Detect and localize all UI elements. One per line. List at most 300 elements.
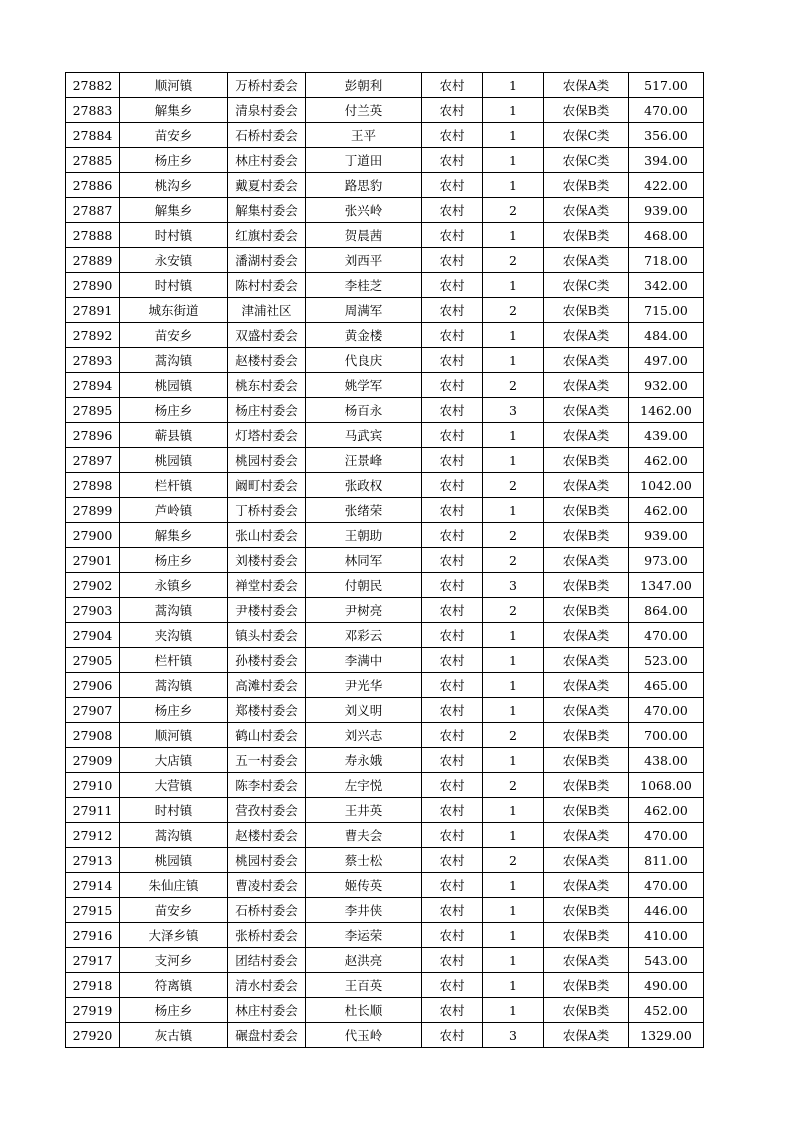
- cell-insurance-category: 农保B类: [544, 573, 629, 598]
- cell-village-committee: 镇头村委会: [228, 623, 306, 648]
- cell-insurance-category: 农保A类: [544, 673, 629, 698]
- cell-village-committee: 刘楼村委会: [228, 548, 306, 573]
- cell-record-id: 27920: [66, 1023, 120, 1048]
- cell-village-committee: 戴夏村委会: [228, 173, 306, 198]
- cell-household-size: 2: [483, 473, 544, 498]
- cell-area-type: 农村: [422, 573, 483, 598]
- cell-household-size: 2: [483, 848, 544, 873]
- cell-insurance-category: 农保A类: [544, 473, 629, 498]
- cell-township: 时村镇: [120, 273, 228, 298]
- cell-area-type: 农村: [422, 523, 483, 548]
- table-row: [66, 148, 704, 173]
- cell-household-size: 1: [483, 898, 544, 923]
- table-row: [66, 673, 704, 698]
- cell-resident-name: 杨百永: [306, 398, 422, 423]
- cell-record-id: 27906: [66, 673, 120, 698]
- cell-village-committee: 高滩村委会: [228, 673, 306, 698]
- cell-record-id: 27916: [66, 923, 120, 948]
- cell-resident-name: 丁道田: [306, 148, 422, 173]
- cell-village-committee: 林庄村委会: [228, 148, 306, 173]
- cell-amount: 932.00: [629, 373, 704, 398]
- cell-township: 杨庄乡: [120, 698, 228, 723]
- table-row: [66, 723, 704, 748]
- table-row: [66, 523, 704, 548]
- table-row: [66, 323, 704, 348]
- cell-household-size: 1: [483, 623, 544, 648]
- cell-resident-name: 蔡士松: [306, 848, 422, 873]
- cell-amount: 452.00: [629, 998, 704, 1023]
- cell-township: 灰古镇: [120, 1023, 228, 1048]
- cell-township: 杨庄乡: [120, 398, 228, 423]
- table-row: [66, 948, 704, 973]
- cell-household-size: 2: [483, 198, 544, 223]
- cell-resident-name: 贺晨茜: [306, 223, 422, 248]
- cell-household-size: 1: [483, 748, 544, 773]
- cell-record-id: 27898: [66, 473, 120, 498]
- cell-record-id: 27885: [66, 148, 120, 173]
- cell-record-id: 27883: [66, 98, 120, 123]
- cell-insurance-category: 农保A类: [544, 848, 629, 873]
- cell-area-type: 农村: [422, 423, 483, 448]
- cell-resident-name: 路思豹: [306, 173, 422, 198]
- table-row: [66, 798, 704, 823]
- cell-township: 城东街道: [120, 298, 228, 323]
- cell-household-size: 1: [483, 648, 544, 673]
- cell-village-committee: 禅堂村委会: [228, 573, 306, 598]
- cell-area-type: 农村: [422, 848, 483, 873]
- cell-village-committee: 丁桥村委会: [228, 498, 306, 523]
- cell-area-type: 农村: [422, 348, 483, 373]
- cell-insurance-category: 农保B类: [544, 798, 629, 823]
- cell-area-type: 农村: [422, 698, 483, 723]
- cell-resident-name: 王朝助: [306, 523, 422, 548]
- cell-record-id: 27892: [66, 323, 120, 348]
- cell-village-committee: 五一村委会: [228, 748, 306, 773]
- cell-record-id: 27889: [66, 248, 120, 273]
- cell-amount: 1068.00: [629, 773, 704, 798]
- cell-village-committee: 石桥村委会: [228, 898, 306, 923]
- cell-village-committee: 团结村委会: [228, 948, 306, 973]
- cell-township: 苗安乡: [120, 898, 228, 923]
- cell-household-size: 1: [483, 973, 544, 998]
- cell-amount: 497.00: [629, 348, 704, 373]
- cell-record-id: 27891: [66, 298, 120, 323]
- cell-household-size: 3: [483, 398, 544, 423]
- cell-area-type: 农村: [422, 323, 483, 348]
- cell-area-type: 农村: [422, 823, 483, 848]
- cell-area-type: 农村: [422, 1023, 483, 1048]
- cell-record-id: 27919: [66, 998, 120, 1023]
- cell-township: 桃园镇: [120, 448, 228, 473]
- cell-area-type: 农村: [422, 748, 483, 773]
- table-row: [66, 423, 704, 448]
- cell-record-id: 27895: [66, 398, 120, 423]
- table-row: [66, 273, 704, 298]
- cell-township: 蒿沟镇: [120, 823, 228, 848]
- cell-area-type: 农村: [422, 548, 483, 573]
- cell-household-size: 2: [483, 298, 544, 323]
- table-row: [66, 823, 704, 848]
- cell-amount: 490.00: [629, 973, 704, 998]
- cell-insurance-category: 农保A类: [544, 948, 629, 973]
- table-row: [66, 998, 704, 1023]
- cell-village-committee: 清水村委会: [228, 973, 306, 998]
- cell-township: 桃园镇: [120, 373, 228, 398]
- table-row: [66, 173, 704, 198]
- cell-resident-name: 付朝民: [306, 573, 422, 598]
- cell-amount: 543.00: [629, 948, 704, 973]
- table-row: [66, 398, 704, 423]
- cell-amount: 470.00: [629, 623, 704, 648]
- cell-village-committee: 碾盘村委会: [228, 1023, 306, 1048]
- benefit-table: [65, 72, 704, 1048]
- cell-township: 解集乡: [120, 198, 228, 223]
- cell-area-type: 农村: [422, 998, 483, 1023]
- cell-resident-name: 左宇悦: [306, 773, 422, 798]
- cell-area-type: 农村: [422, 448, 483, 473]
- cell-resident-name: 王井英: [306, 798, 422, 823]
- cell-amount: 439.00: [629, 423, 704, 448]
- cell-record-id: 27901: [66, 548, 120, 573]
- cell-insurance-category: 农保A类: [544, 1023, 629, 1048]
- cell-insurance-category: 农保B类: [544, 173, 629, 198]
- cell-township: 杨庄乡: [120, 148, 228, 173]
- cell-resident-name: 汪景峰: [306, 448, 422, 473]
- table-row: [66, 598, 704, 623]
- cell-amount: 700.00: [629, 723, 704, 748]
- cell-record-id: 27897: [66, 448, 120, 473]
- cell-insurance-category: 农保A类: [544, 73, 629, 98]
- cell-household-size: 1: [483, 273, 544, 298]
- table-row: [66, 223, 704, 248]
- cell-amount: 939.00: [629, 198, 704, 223]
- cell-record-id: 27915: [66, 898, 120, 923]
- cell-village-committee: 清泉村委会: [228, 98, 306, 123]
- cell-area-type: 农村: [422, 798, 483, 823]
- cell-household-size: 1: [483, 873, 544, 898]
- cell-record-id: 27912: [66, 823, 120, 848]
- cell-village-committee: 孙楼村委会: [228, 648, 306, 673]
- cell-resident-name: 赵洪亮: [306, 948, 422, 973]
- cell-insurance-category: 农保B类: [544, 523, 629, 548]
- cell-amount: 446.00: [629, 898, 704, 923]
- table-body: [66, 73, 704, 1048]
- cell-household-size: 2: [483, 373, 544, 398]
- cell-amount: 438.00: [629, 748, 704, 773]
- table-row: [66, 648, 704, 673]
- table-row: [66, 698, 704, 723]
- cell-record-id: 27917: [66, 948, 120, 973]
- cell-township: 大店镇: [120, 748, 228, 773]
- cell-area-type: 农村: [422, 948, 483, 973]
- cell-insurance-category: 农保A类: [544, 623, 629, 648]
- cell-area-type: 农村: [422, 198, 483, 223]
- cell-area-type: 农村: [422, 98, 483, 123]
- cell-area-type: 农村: [422, 598, 483, 623]
- cell-amount: 394.00: [629, 148, 704, 173]
- table-row: [66, 748, 704, 773]
- cell-township: 朱仙庄镇: [120, 873, 228, 898]
- cell-resident-name: 杜长顺: [306, 998, 422, 1023]
- cell-village-committee: 解集村委会: [228, 198, 306, 223]
- cell-amount: 356.00: [629, 123, 704, 148]
- cell-household-size: 1: [483, 798, 544, 823]
- cell-area-type: 农村: [422, 773, 483, 798]
- cell-amount: 465.00: [629, 673, 704, 698]
- cell-township: 栏杆镇: [120, 473, 228, 498]
- cell-insurance-category: 农保B类: [544, 498, 629, 523]
- cell-insurance-category: 农保B类: [544, 223, 629, 248]
- cell-area-type: 农村: [422, 373, 483, 398]
- cell-township: 永安镇: [120, 248, 228, 273]
- cell-record-id: 27886: [66, 173, 120, 198]
- cell-amount: 1347.00: [629, 573, 704, 598]
- cell-resident-name: 姬传英: [306, 873, 422, 898]
- table-row: [66, 73, 704, 98]
- cell-area-type: 农村: [422, 398, 483, 423]
- cell-record-id: 27918: [66, 973, 120, 998]
- cell-household-size: 3: [483, 573, 544, 598]
- cell-amount: 523.00: [629, 648, 704, 673]
- cell-resident-name: 姚学军: [306, 373, 422, 398]
- cell-township: 苗安乡: [120, 323, 228, 348]
- cell-amount: 864.00: [629, 598, 704, 623]
- cell-record-id: 27904: [66, 623, 120, 648]
- cell-resident-name: 王百英: [306, 973, 422, 998]
- cell-insurance-category: 农保A类: [544, 548, 629, 573]
- cell-township: 永镇乡: [120, 573, 228, 598]
- cell-resident-name: 代良庆: [306, 348, 422, 373]
- cell-area-type: 农村: [422, 123, 483, 148]
- cell-amount: 462.00: [629, 448, 704, 473]
- cell-village-committee: 潘湖村委会: [228, 248, 306, 273]
- cell-resident-name: 黄金楼: [306, 323, 422, 348]
- table-row: [66, 773, 704, 798]
- cell-amount: 1042.00: [629, 473, 704, 498]
- cell-village-committee: 石桥村委会: [228, 123, 306, 148]
- cell-record-id: 27903: [66, 598, 120, 623]
- cell-amount: 468.00: [629, 223, 704, 248]
- cell-resident-name: 尹树亮: [306, 598, 422, 623]
- cell-insurance-category: 农保C类: [544, 123, 629, 148]
- cell-household-size: 1: [483, 73, 544, 98]
- cell-resident-name: 邓彩云: [306, 623, 422, 648]
- cell-township: 杨庄乡: [120, 548, 228, 573]
- table-row: [66, 373, 704, 398]
- cell-resident-name: 张政权: [306, 473, 422, 498]
- cell-township: 栏杆镇: [120, 648, 228, 673]
- cell-resident-name: 李满中: [306, 648, 422, 673]
- cell-area-type: 农村: [422, 173, 483, 198]
- cell-village-committee: 林庄村委会: [228, 998, 306, 1023]
- cell-household-size: 1: [483, 448, 544, 473]
- cell-record-id: 27894: [66, 373, 120, 398]
- cell-township: 桃园镇: [120, 848, 228, 873]
- cell-area-type: 农村: [422, 223, 483, 248]
- cell-record-id: 27913: [66, 848, 120, 873]
- cell-insurance-category: 农保B类: [544, 773, 629, 798]
- cell-village-committee: 赵楼村委会: [228, 823, 306, 848]
- cell-record-id: 27882: [66, 73, 120, 98]
- table-row: [66, 448, 704, 473]
- cell-insurance-category: 农保C类: [544, 273, 629, 298]
- table-row: [66, 898, 704, 923]
- cell-household-size: 1: [483, 823, 544, 848]
- cell-household-size: 1: [483, 323, 544, 348]
- cell-area-type: 农村: [422, 873, 483, 898]
- cell-village-committee: 双盛村委会: [228, 323, 306, 348]
- cell-amount: 973.00: [629, 548, 704, 573]
- cell-insurance-category: 农保B类: [544, 723, 629, 748]
- table-row: [66, 123, 704, 148]
- cell-amount: 715.00: [629, 298, 704, 323]
- cell-household-size: 1: [483, 173, 544, 198]
- cell-insurance-category: 农保A类: [544, 198, 629, 223]
- cell-amount: 470.00: [629, 698, 704, 723]
- cell-record-id: 27911: [66, 798, 120, 823]
- cell-amount: 939.00: [629, 523, 704, 548]
- cell-household-size: 2: [483, 523, 544, 548]
- cell-township: 符离镇: [120, 973, 228, 998]
- cell-record-id: 27888: [66, 223, 120, 248]
- cell-record-id: 27896: [66, 423, 120, 448]
- cell-household-size: 1: [483, 348, 544, 373]
- cell-area-type: 农村: [422, 473, 483, 498]
- cell-record-id: 27887: [66, 198, 120, 223]
- cell-village-committee: 赵楼村委会: [228, 348, 306, 373]
- cell-insurance-category: 农保B类: [544, 898, 629, 923]
- table-row: [66, 973, 704, 998]
- table-row: [66, 873, 704, 898]
- cell-household-size: 1: [483, 498, 544, 523]
- cell-township: 芦岭镇: [120, 498, 228, 523]
- cell-household-size: 1: [483, 698, 544, 723]
- cell-record-id: 27902: [66, 573, 120, 598]
- cell-area-type: 农村: [422, 923, 483, 948]
- cell-resident-name: 王平: [306, 123, 422, 148]
- cell-insurance-category: 农保A类: [544, 323, 629, 348]
- cell-village-committee: 陈村村委会: [228, 273, 306, 298]
- cell-area-type: 农村: [422, 973, 483, 998]
- cell-village-committee: 郑楼村委会: [228, 698, 306, 723]
- cell-area-type: 农村: [422, 273, 483, 298]
- cell-amount: 1329.00: [629, 1023, 704, 1048]
- cell-resident-name: 代玉岭: [306, 1023, 422, 1048]
- cell-village-committee: 张山村委会: [228, 523, 306, 548]
- cell-household-size: 2: [483, 723, 544, 748]
- cell-insurance-category: 农保B类: [544, 923, 629, 948]
- cell-insurance-category: 农保A类: [544, 873, 629, 898]
- cell-household-size: 2: [483, 773, 544, 798]
- cell-village-committee: 阚町村委会: [228, 473, 306, 498]
- table-row: [66, 248, 704, 273]
- cell-resident-name: 刘兴志: [306, 723, 422, 748]
- cell-household-size: 1: [483, 223, 544, 248]
- cell-area-type: 农村: [422, 498, 483, 523]
- cell-village-committee: 张桥村委会: [228, 923, 306, 948]
- table-row: [66, 348, 704, 373]
- cell-township: 大营镇: [120, 773, 228, 798]
- cell-household-size: 1: [483, 998, 544, 1023]
- cell-insurance-category: 农保A类: [544, 423, 629, 448]
- table-row: [66, 198, 704, 223]
- table-row: [66, 548, 704, 573]
- table-row: [66, 298, 704, 323]
- cell-village-committee: 曹凌村委会: [228, 873, 306, 898]
- cell-resident-name: 周满军: [306, 298, 422, 323]
- cell-insurance-category: 农保B类: [544, 98, 629, 123]
- cell-insurance-category: 农保A类: [544, 348, 629, 373]
- cell-village-committee: 桃东村委会: [228, 373, 306, 398]
- cell-amount: 517.00: [629, 73, 704, 98]
- cell-township: 苗安乡: [120, 123, 228, 148]
- cell-amount: 718.00: [629, 248, 704, 273]
- cell-area-type: 农村: [422, 673, 483, 698]
- cell-area-type: 农村: [422, 898, 483, 923]
- cell-resident-name: 寿永娥: [306, 748, 422, 773]
- cell-township: 大泽乡镇: [120, 923, 228, 948]
- table-row: [66, 473, 704, 498]
- cell-township: 蒿沟镇: [120, 673, 228, 698]
- cell-record-id: 27905: [66, 648, 120, 673]
- table-row: [66, 498, 704, 523]
- cell-township: 时村镇: [120, 798, 228, 823]
- cell-village-committee: 津浦社区: [228, 298, 306, 323]
- cell-resident-name: 付兰英: [306, 98, 422, 123]
- cell-village-committee: 营孜村委会: [228, 798, 306, 823]
- cell-record-id: 27893: [66, 348, 120, 373]
- cell-township: 解集乡: [120, 523, 228, 548]
- cell-area-type: 农村: [422, 648, 483, 673]
- cell-record-id: 27890: [66, 273, 120, 298]
- cell-insurance-category: 农保B类: [544, 973, 629, 998]
- cell-resident-name: 彭朝利: [306, 73, 422, 98]
- cell-village-committee: 尹楼村委会: [228, 598, 306, 623]
- cell-insurance-category: 农保B类: [544, 298, 629, 323]
- cell-township: 夹沟镇: [120, 623, 228, 648]
- cell-household-size: 2: [483, 248, 544, 273]
- table-row: [66, 923, 704, 948]
- cell-insurance-category: 农保A类: [544, 373, 629, 398]
- cell-insurance-category: 农保B类: [544, 598, 629, 623]
- cell-village-committee: 桃园村委会: [228, 848, 306, 873]
- cell-insurance-category: 农保B类: [544, 998, 629, 1023]
- cell-amount: 462.00: [629, 498, 704, 523]
- cell-amount: 811.00: [629, 848, 704, 873]
- cell-area-type: 农村: [422, 248, 483, 273]
- cell-amount: 484.00: [629, 323, 704, 348]
- cell-household-size: 2: [483, 548, 544, 573]
- cell-amount: 470.00: [629, 98, 704, 123]
- cell-amount: 422.00: [629, 173, 704, 198]
- cell-township: 蕲县镇: [120, 423, 228, 448]
- cell-record-id: 27900: [66, 523, 120, 548]
- cell-insurance-category: 农保A类: [544, 248, 629, 273]
- cell-village-committee: 桃园村委会: [228, 448, 306, 473]
- cell-record-id: 27908: [66, 723, 120, 748]
- cell-household-size: 1: [483, 923, 544, 948]
- cell-area-type: 农村: [422, 148, 483, 173]
- cell-record-id: 27914: [66, 873, 120, 898]
- cell-village-committee: 红旗村委会: [228, 223, 306, 248]
- cell-resident-name: 尹光华: [306, 673, 422, 698]
- table-row: [66, 98, 704, 123]
- cell-township: 蒿沟镇: [120, 348, 228, 373]
- cell-insurance-category: 农保A类: [544, 823, 629, 848]
- cell-resident-name: 刘义明: [306, 698, 422, 723]
- table-row: [66, 1023, 704, 1048]
- cell-area-type: 农村: [422, 623, 483, 648]
